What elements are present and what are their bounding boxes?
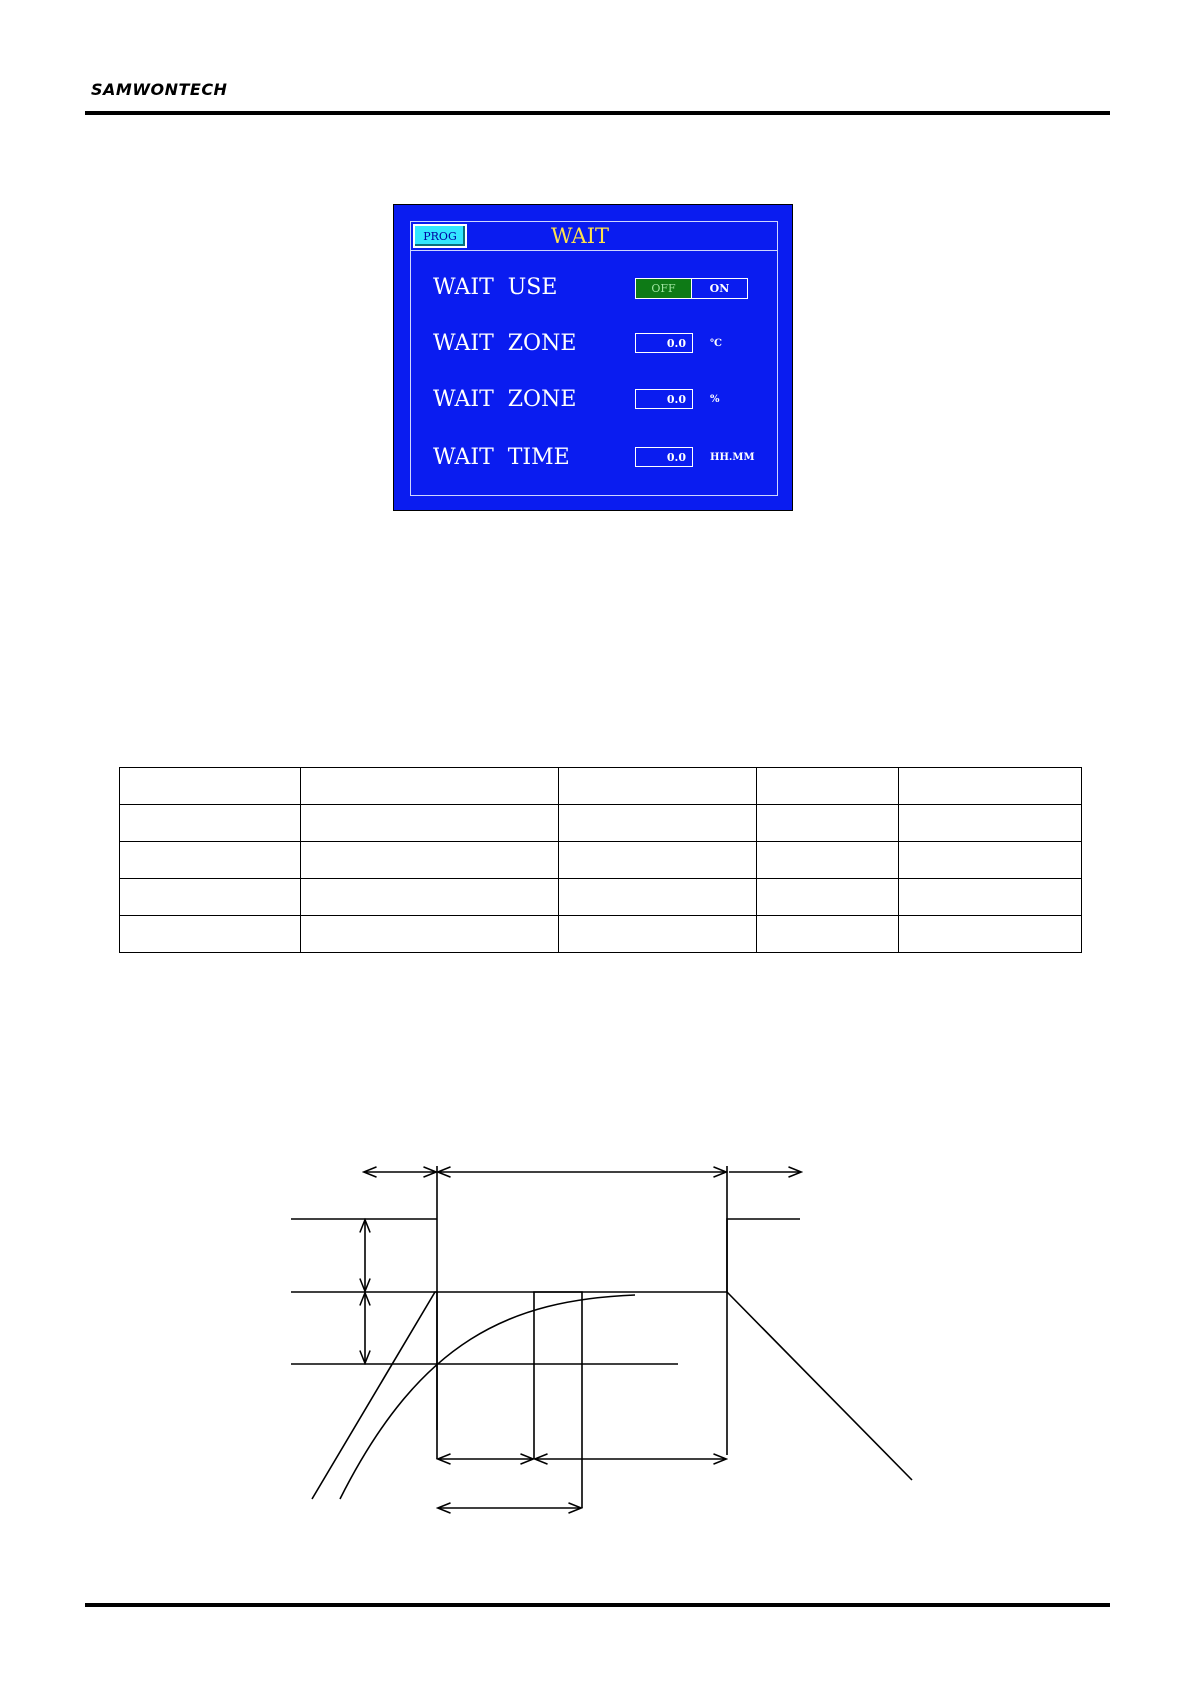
- toggle-off-option[interactable]: OFF: [636, 279, 692, 298]
- wait-pulse: [534, 1292, 582, 1508]
- setpoint-step-line: [437, 1219, 800, 1292]
- wait-time-label: WAIT TIME: [433, 445, 570, 470]
- samwontech-logo: SAMWONTECH: [91, 80, 228, 99]
- wait-zone-temp-field[interactable]: 0.0: [635, 333, 693, 353]
- screen-title: WAIT: [551, 224, 610, 248]
- toggle-on-option[interactable]: ON: [709, 282, 730, 295]
- process-value-curve: [340, 1295, 635, 1499]
- wait-zone-temp-label: WAIT ZONE: [433, 331, 577, 356]
- percent-unit: %: [710, 394, 720, 405]
- program-ramp-line: [312, 1292, 437, 1499]
- wait-zone-humidity-field[interactable]: 0.0: [635, 389, 693, 409]
- celsius-unit: ℃: [710, 338, 722, 349]
- wait-use-label: WAIT USE: [433, 275, 558, 300]
- time-unit: HH.MM: [710, 452, 755, 463]
- wait-time-field[interactable]: 0.0: [635, 447, 693, 467]
- prog-button[interactable]: PROG: [413, 224, 467, 248]
- footer-rule: [85, 1603, 1110, 1607]
- wait-zone-humidity-label: WAIT ZONE: [433, 387, 577, 412]
- falling-slope-line: [727, 1292, 912, 1480]
